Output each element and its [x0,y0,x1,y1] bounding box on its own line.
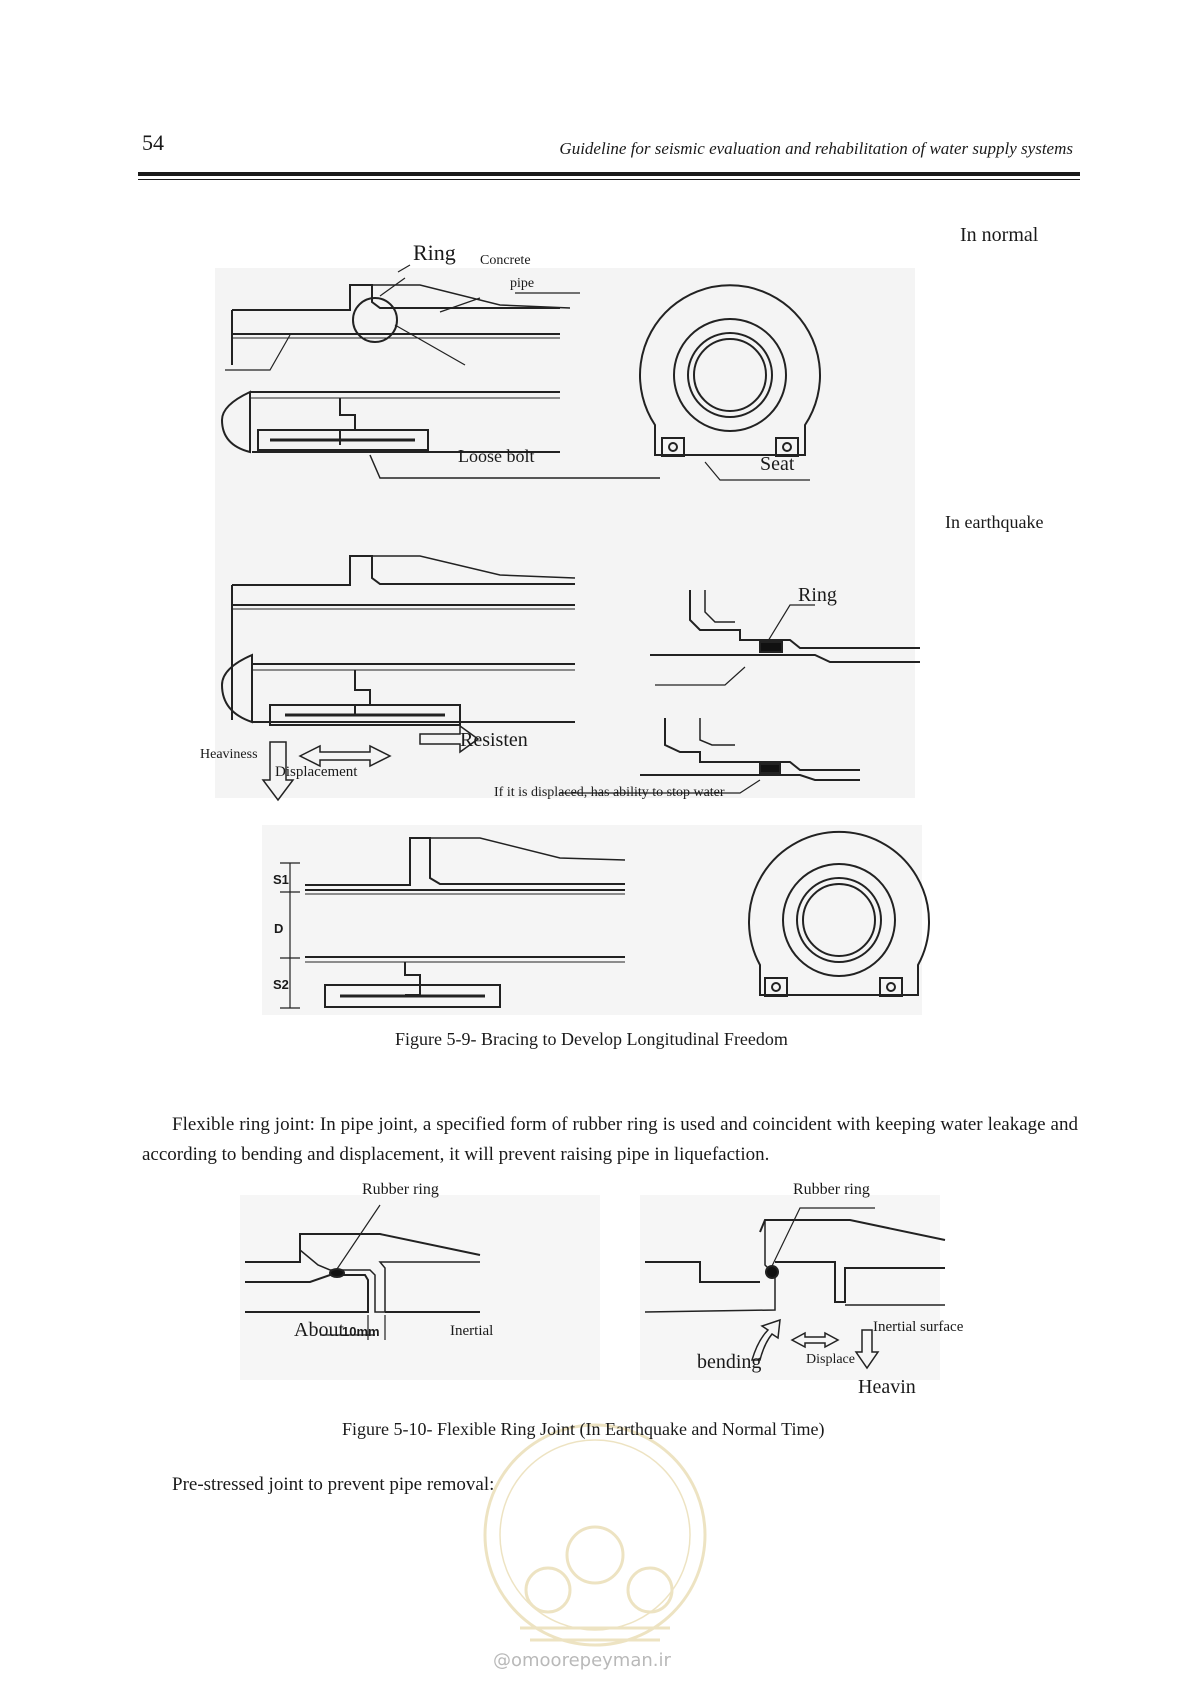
label-d: D [274,921,284,936]
label-stop-water: If it is displaced, has ability to stop water [494,785,725,800]
pipe-joint-normal-side-view [215,265,915,798]
label-heavin: Heavin [858,1376,916,1398]
label-rubber-ring-left: Rubber ring [362,1181,439,1198]
page-number: 54 [142,130,164,155]
flexible-ring-joint-earthquake [640,1195,945,1380]
label-inertial: Inertial [450,1323,494,1339]
figure-5-9-caption: Figure 5-9- Bracing to Develop Longitudinal Freedom [395,1029,788,1049]
label-displace: Displace [806,1352,855,1367]
label-10mm: 10mm [342,1324,380,1339]
label-resisten: Resisten [460,729,528,751]
watermark-site: @omoorepeyman.ir [493,1650,671,1671]
label-about: About [294,1319,344,1341]
pipe-joint-dimension-view [262,825,922,1015]
body-paragraph-flexible-ring: Flexible ring joint: In pipe joint, a specified form of rubber ring is used and coincident with keeping water leakage and according to bending and displacement, it will prevent raising pipe in liquefaction. [142,1114,1078,1165]
label-rubber-ring-right: Rubber ring [793,1181,870,1198]
label-concrete: Concrete [480,253,531,268]
body-paragraph-prestressed: Pre-stressed joint to prevent pipe removal: [172,1474,495,1495]
running-title: Guideline for seismic evaluation and rehabilitation of water supply systems [559,139,1073,158]
watermark-logo [485,1425,705,1645]
label-loose-bolt: Loose bolt [458,446,535,466]
label-ring: Ring [413,240,456,265]
label-seat: Seat [760,453,795,475]
label-bending: bending [697,1351,762,1373]
label-pipe: pipe [510,276,535,291]
label-ring-detail: Ring [798,584,837,606]
label-in-earthquake: In earthquake [945,512,1044,532]
label-in-normal: In normal [960,224,1039,246]
label-s1: S1 [273,872,289,887]
figure-5-10-caption: Figure 5-10- Flexible Ring Joint (In Earthquake and Normal Time) [342,1419,825,1439]
label-displacement: Displacement [275,764,358,780]
label-s2: S2 [273,977,289,992]
label-inertial-surface: Inertial surface [873,1319,964,1335]
flexible-ring-joint-normal [240,1195,600,1380]
label-heaviness: Heaviness [200,747,258,762]
